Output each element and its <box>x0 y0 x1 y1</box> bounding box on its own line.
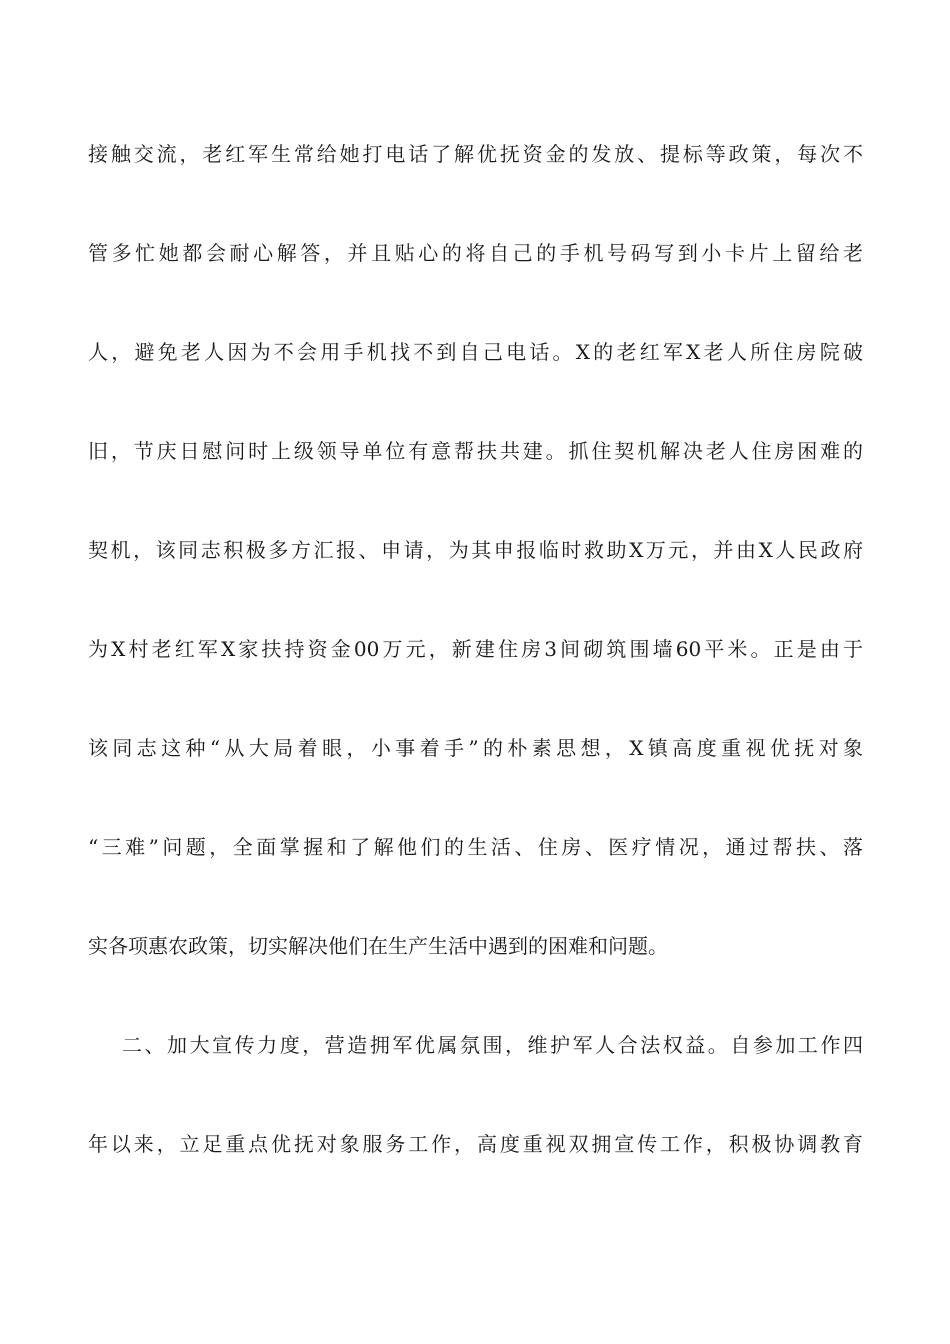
paragraph-line-8: “三难”问题，全面掌握和了解他们的生活、住房、医疗情况，通过帮扶、落 <box>88 835 863 859</box>
paragraph-line-9: 实各项惠农政策，切实解决他们在生产生活中遇到的困难和问题。 <box>88 934 668 958</box>
paragraph-line-10: 二、加大宣传力度，营造拥军优属氛围，维护军人合法权益。自参加工作四 <box>122 1033 863 1057</box>
paragraph-line-5: 契机，该同志积极多方汇报、申请，为其申报临时救助X万元，并由X人民政府 <box>88 538 863 562</box>
paragraph-line-2: 管多忙她都会耐心解答，并且贴心的将自己的手机号码写到小卡片上留给老 <box>88 241 863 265</box>
paragraph-line-1: 接触交流，老红军生常给她打电话了解优抚资金的发放、提标等政策，每次不 <box>88 142 863 166</box>
paragraph-line-4: 旧，节庆日慰问时上级领导单位有意帮扶共建。抓住契机解决老人住房困难的 <box>88 439 863 463</box>
paragraph-line-6: 为X村老红军X家扶持资金00万元，新建住房3间砌筑围墙60平米。正是由于 <box>88 637 863 661</box>
paragraph-line-3: 人，避免老人因为不会用手机找不到自己电话。X的老红军X老人所住房院破 <box>88 340 863 364</box>
paragraph-line-11: 年以来，立足重点优抚对象服务工作，高度重视双拥宣传工作，积极协调教育 <box>88 1132 863 1156</box>
paragraph-line-7: 该同志这种“从大局着眼，小事着手”的朴素思想，X镇高度重视优抚对象 <box>88 736 863 760</box>
